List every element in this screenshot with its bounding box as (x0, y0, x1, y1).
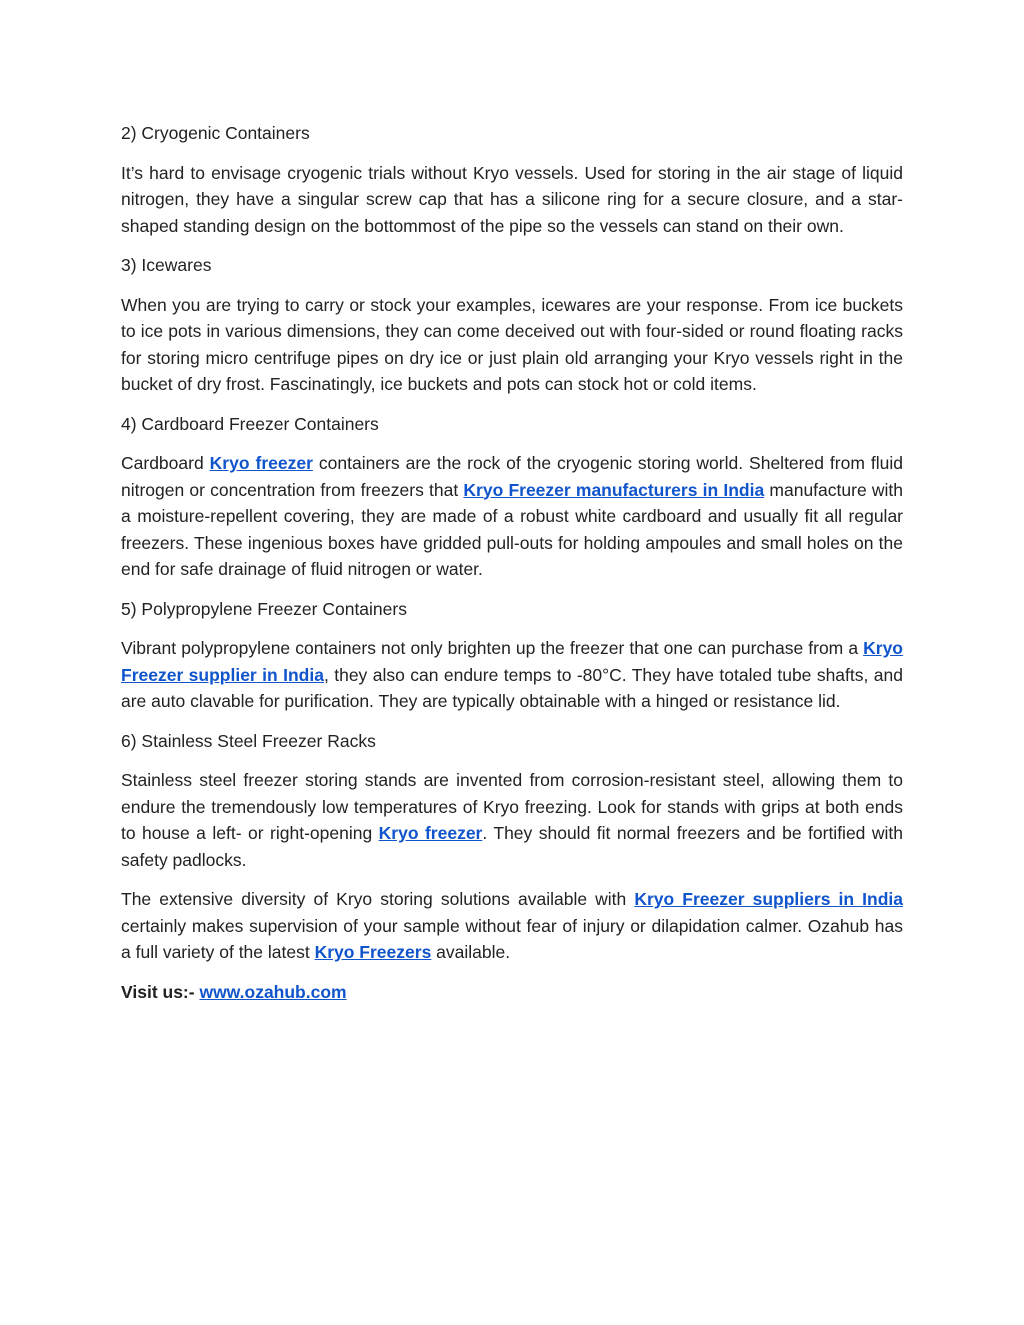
steel-paragraph (121, 767, 903, 873)
closing-paragraph (121, 886, 903, 966)
kryo-freezer-manufacturers-link[interactable]: Kryo Freezer manufacturers in India (463, 479, 765, 500)
closing-text-3: available. (431, 942, 511, 962)
cardboard-text-3: manufacture with a moisture-repellent covering, they are made of a robust white cardboard and usually fit all regular freezers. These ingenious boxes have gridded pull-outs for holding ampoules and small holes on the end for safe drainage of fluid nitrogen or water. (121, 479, 903, 579)
website-link[interactable]: www.ozahub.com (199, 981, 347, 1002)
closing-text-2: certainly makes supervision of your sample without fear of injury or dilapidation calmer. Ozahub has a full variety of the latest (121, 915, 903, 962)
icewares-heading: 3) Icewares (121, 255, 212, 275)
polypropylene-heading: 5) Polypropylene Freezer Containers (121, 598, 407, 619)
visit-us-line (121, 979, 903, 1006)
closing-text-1: The extensive diversity of Kryo storing solutions available with (121, 889, 635, 909)
kryo-freezers-link[interactable]: Kryo Freezers (314, 942, 432, 962)
cardboard-text-2: containers are the rock of the cryogenic storing world. Sheltered from fluid nitrogen or concentration from freezers that (121, 453, 904, 500)
kryo-freezer-supplier-link[interactable]: Kryo Freezer supplier in India (121, 638, 903, 685)
polypropylene-text-2: , they also can endure temps to -80°C. They have totaled tube shafts, and are auto clavable for purification. They are typically obtainable with a hinged or resistance lid. (121, 664, 903, 711)
icewares-paragraph: When you are trying to carry or stock your examples, icewares are your response. From ice buckets to ice pots in various dimensions, they can come deceived out with four-sided or round floating racks for storing micro centrifuge pipes on dry ice or just plain old arranging your Kryo vessels right in the bucket of dry frost. Fascinatingly, ice buckets and pots can stock hot or cold items. (121, 294, 903, 394)
visit-label: Visit us:- (121, 981, 200, 1002)
cardboard-paragraph (121, 450, 903, 583)
steel-heading: 6) Stainless Steel Freezer Racks (121, 730, 376, 751)
polypropylene-text-1: Vibrant polypropylene containers not only brighten up the freezer that one can purchase from a (121, 638, 864, 658)
kryo-freezer-suppliers-link[interactable]: Kryo Freezer suppliers in India (634, 889, 903, 909)
polypropylene-paragraph (121, 635, 903, 715)
kryo-freezer-link[interactable]: Kryo freezer (209, 453, 313, 473)
cryogenic-paragraph: It’s hard to envisage cryogenic trials without Kryo vessels. Used for storing in the air stage of liquid nitrogen, they have a singular screw cap that has a silicone ring for a secure closure, and a star-shaped standing design on the bottommost of the pipe so the vessels can stand on their own. (121, 162, 903, 236)
steel-text-1: Stainless steel freezer storing stands are invented from corrosion-resistant steel, allowing them to endure the tremendously low temperatures of Kryo freezing. Look for stands with grips at both ends to house a left- or right-opening (121, 770, 903, 843)
cryogenic-heading: 2) Cryogenic Containers (121, 123, 310, 143)
kryo-freezer-link-2[interactable]: Kryo freezer (378, 823, 483, 843)
cardboard-heading: 4) Cardboard Freezer Containers (121, 413, 379, 434)
cardboard-text-1: Cardboard (121, 453, 210, 473)
document-page (121, 120, 903, 1005)
steel-text-2: . They should fit normal freezers and be fortified with safety padlocks. (121, 823, 903, 870)
